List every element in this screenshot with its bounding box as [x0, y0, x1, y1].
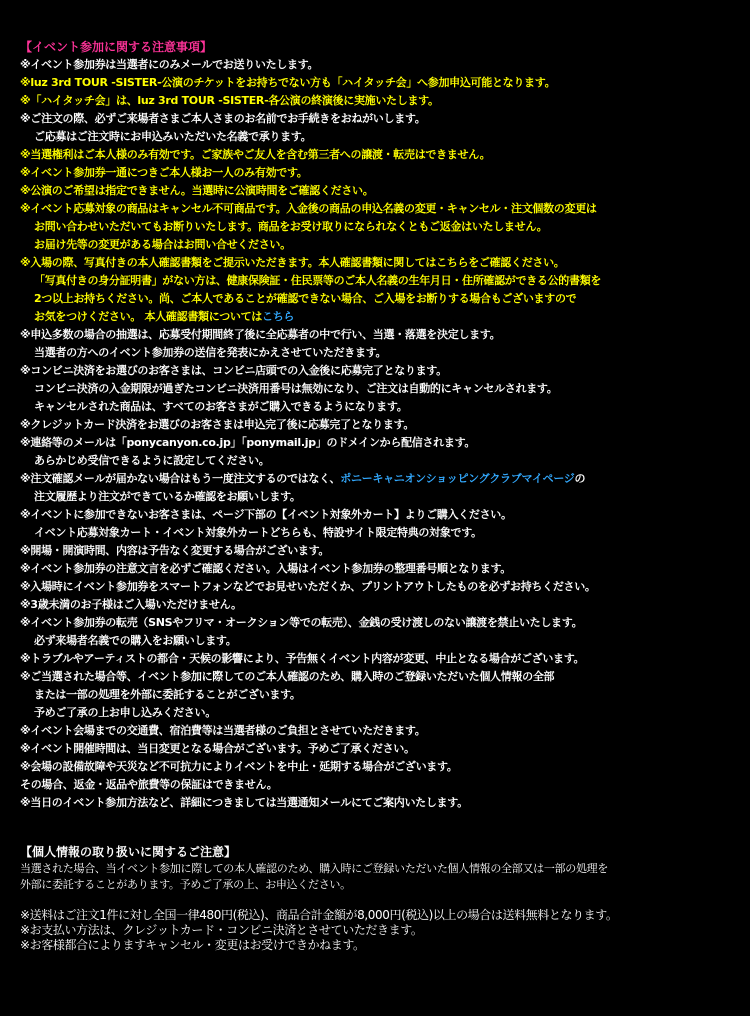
- notice-line-text: または一部の処理を外部に委託することがございます。: [34, 688, 301, 701]
- notice-line: [20, 110, 735, 128]
- notice-line-text: 当選者の方へのイベント参加券の送信を発表にかえさせていただきます。: [34, 346, 387, 359]
- notice-line: [20, 380, 735, 398]
- notice-line-text: ※イベント参加券の注意文言を必ずご確認ください。入場はイベント参加券の整理番号順となります。: [20, 562, 512, 575]
- notice-line-text: ※公演のご希望は指定できません。当選時に公演時間をご確認ください。: [20, 184, 374, 197]
- notice-line-text: ※当選権利はご本人様のみ有効です。ご家族やご友人を含む第三者への譲渡・転売はできません。: [20, 148, 491, 161]
- notice-line: [20, 542, 735, 560]
- notice-line-text: ※開場・開演時間、内容は予告なく変更する場合がございます。: [20, 544, 330, 557]
- notice-line-text: ※会場の設備故障や天災など不可抗力によりイベントを中止・延期する場合がございます。: [20, 760, 458, 773]
- notice-line: [20, 722, 735, 740]
- notice-line-text: ※イベントに参加できないお客さまは、ページ下部の【イベント対象外カート】よりご購入ください。: [20, 508, 512, 521]
- notice-line: [20, 254, 735, 272]
- notice-line: [20, 398, 735, 416]
- notice-line-text: ※連絡等のメールは「ponycanyon.co.jp」「ponymail.jp」のドメインから配信されます。: [20, 436, 476, 449]
- notice-line-text: ※イベント開催時間は、当日変更となる場合がございます。予めご了承ください。: [20, 742, 415, 755]
- notice-line: [20, 776, 735, 794]
- event-notice-list: [20, 56, 735, 812]
- notice-line-text: ご応募はご注文時にお申込みいただいた名義で承ります。: [34, 130, 312, 143]
- notice-line-text: 2つ以上お持ちください。尚、ご本人であることが確認できない場合、ご入場をお断りする場合もございますので: [34, 292, 577, 305]
- notice-line-text: その場合、返金・返品や旅費等の保証はできません。: [20, 778, 278, 791]
- notice-line: [20, 668, 735, 686]
- notice-line-text: ※当日のイベント参加方法など、詳細につきましては当選通知メールにてご案内いたします。: [20, 796, 468, 809]
- notice-line: [20, 794, 735, 812]
- notice-line: [20, 290, 735, 308]
- notice-line-text: 必ず来場者名義での購入をお願いします。: [34, 634, 237, 647]
- notice-line: [20, 74, 735, 92]
- notice-line: [20, 470, 735, 488]
- notice-line-text: 「写真付きの身分証明書」がない方は、健康保険証・住民票等のご本人名義の生年月日・住所確認ができる公的書類を: [34, 274, 602, 287]
- inline-link[interactable]: ポニーキャニオンショッピングクラブマイページ: [340, 472, 575, 485]
- notice-line: [20, 344, 735, 362]
- notice-line-text: お気をつけください。 本人確認書類については: [34, 310, 263, 323]
- notice-line-text: ※「ハイタッチ会」は、luz 3rd TOUR -SISTER-各公演の終演後に実施いたします。: [20, 94, 439, 107]
- notice-line: [20, 236, 735, 254]
- notice-line-text: ※クレジットカード決済をお選びのお客さまは申込完了後に応募完了となります。: [20, 418, 415, 431]
- notice-line: [20, 596, 735, 614]
- inline-link[interactable]: こちら: [262, 310, 295, 323]
- privacy-text-line: 当選された場合、当イベント参加に際しての本人確認のため、購入時にご登録いただいた個人情報の全部又は一部の処理を: [20, 862, 609, 875]
- notice-line: [20, 524, 735, 542]
- notice-line: [20, 506, 735, 524]
- notice-line-text: ※3歳未満のお子様はご入場いただけません。: [20, 598, 242, 611]
- notice-line: [20, 164, 735, 182]
- notice-line: [20, 56, 735, 74]
- notice-line: [20, 650, 735, 668]
- notice-line: [20, 704, 735, 722]
- notice-line-text: ※ご当選された場合等、イベント参加に際してのご本人確認のため、購入時のご登録いただいた個人情報の全部: [20, 670, 555, 683]
- notice-line-text: ※コンビニ決済をお選びのお客さまは、コンビニ店頭での入金後に応募完了となります。: [20, 364, 447, 377]
- notice-line: [20, 146, 735, 164]
- privacy-section: [20, 843, 735, 893]
- notice-line-text: お届け先等の変更がある場合はお問い合せください。: [34, 238, 291, 251]
- notice-line: [20, 128, 735, 146]
- notice-line-text: ※入場の際、写真付きの本人確認書類をご提示いただきます。本人確認書類に関してはこちらをご確認ください。: [20, 256, 565, 269]
- notice-line-text: ※イベント会場までの交通費、宿泊費等は当選者様のご負担とさせていただきます。: [20, 724, 426, 737]
- notice-line-text: ※入場時にイベント参加券をスマートフォンなどでお見せいただくか、プリントアウトしたものを必ずお持ちください。: [20, 580, 596, 593]
- notice-line-text-after: の: [574, 472, 586, 485]
- notice-line: [20, 218, 735, 236]
- notice-line: [20, 488, 735, 506]
- notice-line: [20, 452, 735, 470]
- shipping-fee-note: ※送料はご注文1件に対し全国一律480円(税込)、商品合計金額が8,000円(税込)以上の場合は送料無料となります。: [20, 908, 618, 922]
- notice-line-text: キャンセルされた商品は、すべてのお客さまがご購入できるようになります。: [34, 400, 408, 413]
- notice-line: [20, 434, 735, 452]
- notice-line: [20, 308, 735, 326]
- notice-line: [20, 578, 735, 596]
- notice-line-text: ※イベント参加券は当選者にのみメールでお送りいたします。: [20, 58, 319, 71]
- notice-line: [20, 182, 735, 200]
- notice-line: [20, 632, 735, 650]
- notice-line-text: ※ご注文の際、必ずご来場者さまご本人さまのお名前でお手続きをおねがいします。: [20, 112, 426, 125]
- notice-line: [20, 272, 735, 290]
- shipping-payment-notes: [20, 908, 735, 953]
- notice-line: [20, 560, 735, 578]
- privacy-text-line: 外部に委託することがあります。予めご了承の上、お申込ください。: [20, 878, 351, 891]
- event-notice-heading: 【イベント参加に関する注意事項】: [20, 40, 213, 54]
- notice-line-text: イベント応募対象カート・イベント対象外カートどちらも、特設サイト限定特典の対象です。: [34, 526, 482, 539]
- notice-line-text: ※イベント参加券の転売（SNSやフリマ・オークション等での転売）、金銭の受け渡しのない譲渡を禁止いたします。: [20, 616, 583, 629]
- notice-line: [20, 758, 735, 776]
- notice-line-text: お問い合わせいただいてもお断りいたします。商品をお受け取りになられなくともご返金はいたしません。: [34, 220, 548, 233]
- notice-line-text: あらかじめ受信できるように設定してください。: [34, 454, 270, 467]
- payment-method-note: ※お支払い方法は、クレジットカード・コンビニ決済とさせていただきます。: [20, 923, 423, 937]
- notice-line-text: ※注文確認メールが届かない場合はもう一度注文するのではなく、: [20, 472, 341, 485]
- notice-line-text: ※トラブルやアーティストの都合・天候の影響により、予告無くイベント内容が変更、中止となる場合がございます。: [20, 652, 585, 665]
- notice-line-text: ※イベント参加券一通につきご本人様お一人のみ有効です。: [20, 166, 308, 179]
- event-notice-section: [20, 38, 735, 812]
- notice-line-text: ※luz 3rd TOUR -SISTER-公演のチケットをお持ちでない方も「ハイタッチ会」へ参加申込可能となります。: [20, 76, 556, 89]
- notice-line: [20, 326, 735, 344]
- cancellation-note: ※お客様都合によりますキャンセル・変更はお受けできかねます。: [20, 938, 365, 952]
- notice-line-text: ※申込多数の場合の抽選は、応募受付期間終了後に全応募者の中で行い、当選・落選を決定します。: [20, 328, 501, 341]
- notice-line: [20, 416, 735, 434]
- notice-line: [20, 614, 735, 632]
- notice-line-text: コンビニ決済の入金期限が過ぎたコンビニ決済用番号は無効になり、ご注文は自動的にキャンセルされます。: [34, 382, 558, 395]
- notice-line: [20, 686, 735, 704]
- privacy-heading: 【個人情報の取り扱いに関するご注意】: [20, 845, 237, 859]
- notice-line: [20, 200, 735, 218]
- notice-line-text: ※イベント応募対象の商品はキャンセル不可商品です。入金後の商品の申込名義の変更・キャンセル・注文個数の変更は: [20, 202, 597, 215]
- spacer: [0, 893, 750, 908]
- notice-line: [20, 92, 735, 110]
- notice-line-text: 注文履歴より注文ができているか確認をお願いします。: [34, 490, 301, 503]
- notice-line: [20, 362, 735, 380]
- notice-line-text: 予めご了承の上お申し込みください。: [34, 706, 216, 719]
- notice-line: [20, 740, 735, 758]
